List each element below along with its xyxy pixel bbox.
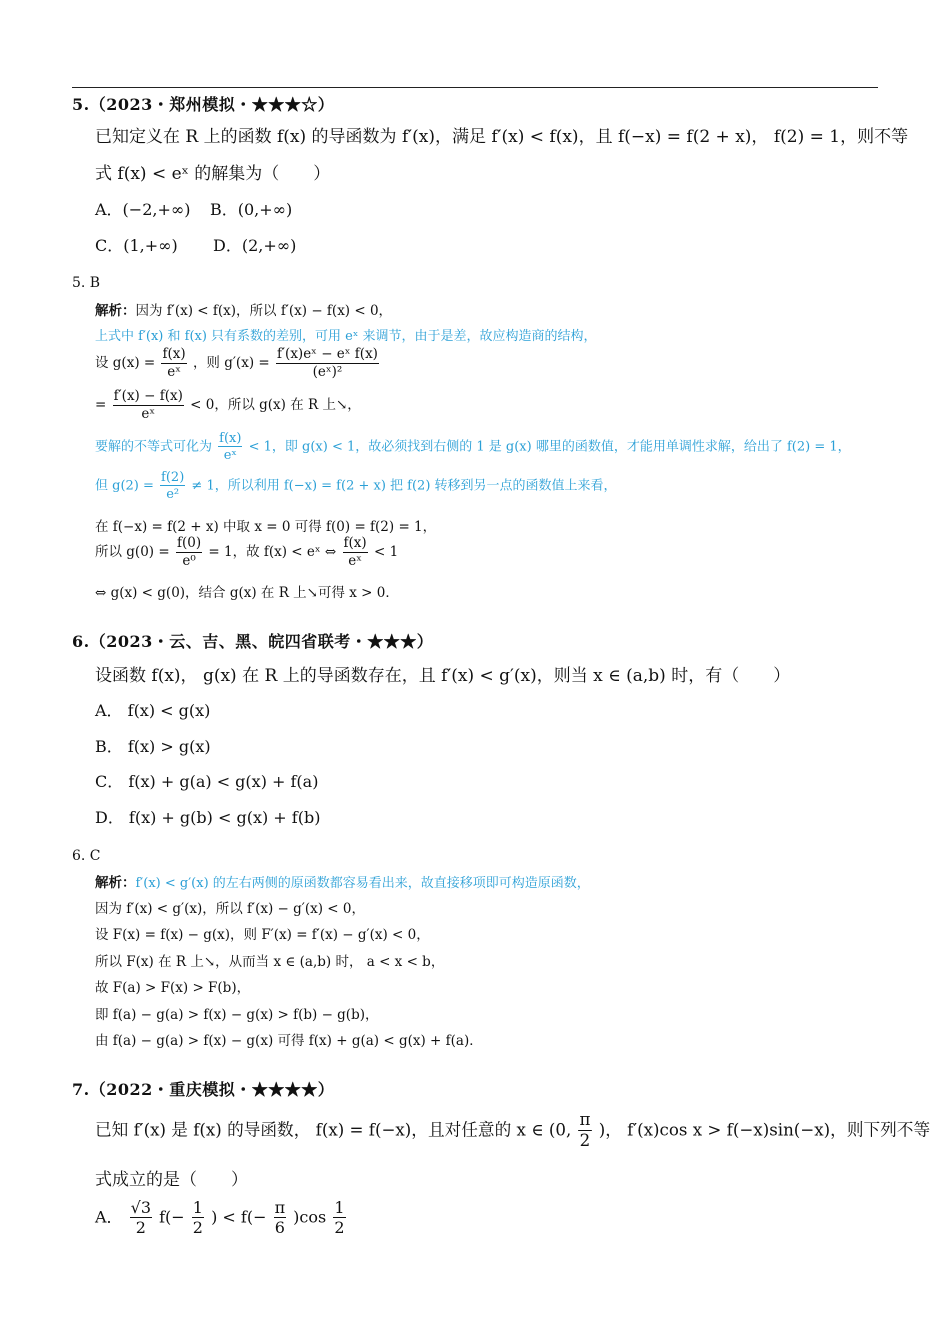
- fraction: $\frac{f'(x) - f(x)}{\text{eˣ}}$: [113, 388, 183, 422]
- answer-5-hint-3: 但 g(2) = $\frac{f(2)}{\text{e²}}$ ≠ 1，所以利用 f(−x) = f(2 + x) 把 f(2) 转移到另一点的函数值上来看，: [95, 470, 617, 502]
- fraction: $\frac{1}{2}$: [334, 1198, 345, 1237]
- question-6-option-a: A． f(x) < g(x): [95, 701, 211, 720]
- answer-5-line-3: 设 g(x) = $\frac{f(x)}{\text{eˣ}}$ ，则 g′(x) = $\frac{\text{f′(x)eˣ − eˣ f(x)}}{\text{(eˣ)²}}$: [95, 346, 378, 380]
- question-5-option-a: A．(−2,+∞): [95, 200, 191, 219]
- question-5-option-d: D．(2,+∞): [213, 236, 297, 255]
- fraction: $\frac{\pi}{6}$: [274, 1198, 286, 1237]
- answer-6-line-4: 所以 F(x) 在 R 上↘，从而当 x ∈ (a,b) 时， a < x < b，: [95, 954, 445, 970]
- question-6-option-d: D． f(x) + g(b) < g(x) + f(b): [95, 808, 321, 827]
- question-5-heading: 5.（2023・郑州模拟・★★★☆）: [72, 95, 335, 114]
- answer-6-line-7: 由 f(a) − g(a) > f(x) − g(x) 可得 f(x) + g(a) < g(x) + f(a)．: [95, 1033, 483, 1049]
- answer-5-line-8: 所以 g(0) = $\frac{f(0)}{\text{e⁰}}$ = 1，故 f(x) < eˣ ⇔ $\frac{f(x)}{\text{eˣ}}$ < 1: [95, 535, 399, 569]
- analysis-label: 解析：: [95, 303, 136, 319]
- answer-5-line-9: ⇔ g(x) < g(0)，结合 g(x) 在 R 上↘可得 x > 0．: [95, 585, 399, 601]
- fraction: $\frac{1}{2}$: [192, 1198, 203, 1237]
- question-6-option-b: B． f(x) > g(x): [95, 737, 211, 756]
- answer-5-hint-1: 上式中 f′(x) 和 f(x) 只有系数的差别，可用 eˣ 来调节，由于是差，故应构造商的结构，: [95, 329, 597, 344]
- question-6-option-c: C． f(x) + g(a) < g(x) + f(a): [95, 772, 319, 791]
- fraction: $\frac{f(x)}{\text{eˣ}}$: [343, 535, 367, 569]
- answer-6-line-6: 即 f(a) − g(a) > f(x) − g(x) > f(b) − g(b)，: [95, 1007, 379, 1023]
- fraction: $\frac{f(x)}{\text{eˣ}}$: [162, 346, 186, 380]
- question-7-text-line-2: 式成立的是（ ）: [95, 1170, 248, 1190]
- fraction: $\frac{√3}{2}$: [130, 1198, 152, 1237]
- answer-5-hint-2: 要解的不等式可化为 $\frac{f(x)}{\text{eˣ}}$ < 1，即 g(x) < 1，故必须找到右侧的 1 是 g(x) 哪里的函数值，才能用单调性求解，给出了 f(2) = 1，: [95, 431, 851, 463]
- fraction: $\frac{f(0)}{\text{e⁰}}$: [176, 535, 202, 569]
- analysis-label: 解析：: [95, 875, 136, 891]
- answer-5-label: 5. B: [72, 275, 101, 291]
- question-6-text: 设函数 f(x)， g(x) 在 R 上的导函数存在，且 f′(x) < g′(x)，则当 x ∈ (a,b) 时，有（ ）: [95, 666, 791, 686]
- header-rule: [72, 87, 878, 88]
- question-5-text-line-1: 已知定义在 R 上的函数 f(x) 的导函数为 f′(x)，满足 f′(x) < f(x)，且 f(−x) = f(2 + x)， f(2) = 1，则不等: [95, 127, 909, 147]
- answer-6-line-2: 因为 f′(x) < g′(x)，所以 f′(x) − g′(x) < 0，: [95, 901, 365, 917]
- answer-6-line-5: 故 F(a) > F(x) > F(b)，: [95, 980, 251, 996]
- fraction: $\frac{\text{f′(x)eˣ − eˣ f(x)}}{\text{(eˣ)²}}$: [276, 346, 378, 380]
- answer-6-label: 6. C: [72, 848, 101, 864]
- question-7-text-line-1: 已知 f′(x) 是 f(x) 的导函数， f(x) = f(−x)，且对任意的 x ∈ (0, $\frac{\pi}{2}$ )， f′(x)cos x > f(−x)sin(−x)，则下列不等: [95, 1110, 931, 1151]
- question-7-option-a: A． $\frac{√3}{2}$ f(− $\frac{1}{2}$ ) < f(− $\frac{\pi}{6}$ )cos $\frac{1}{2}$: [95, 1198, 345, 1237]
- question-6-heading: 6.（2023・云、吉、黑、皖四省联考・★★★）: [72, 632, 434, 651]
- answer-5-line-1: 解析：因为 f′(x) < f(x)，所以 f′(x) − f(x) < 0，: [95, 303, 393, 319]
- fraction: $\frac{f(2)}{\text{e²}}$: [161, 470, 185, 502]
- fraction: $\frac{\pi}{2}$: [579, 1110, 591, 1151]
- answer-6-line-3: 设 F(x) = f(x) − g(x)，则 F′(x) = f′(x) − g′(x) < 0，: [95, 927, 430, 943]
- question-5-text-line-2: 式 f(x) < eˣ 的解集为（ ）: [95, 164, 331, 184]
- answer-5-line-4: = $\frac{f'(x) - f(x)}{\text{eˣ}}$ < 0，所以 g(x) 在 R 上↘，: [95, 388, 361, 422]
- question-7-heading: 7.（2022・重庆模拟・★★★★）: [72, 1080, 335, 1099]
- question-5-option-c: C．(1,+∞): [95, 236, 178, 255]
- question-5-option-b: B．(0,+∞): [210, 200, 293, 219]
- fraction: $\frac{f(x)}{\text{eˣ}}$: [219, 431, 242, 463]
- answer-6-line-1: 解析：f′(x) < g′(x) 的左右两侧的原函数都容易看出来，故直接移项即可构造原函数，: [95, 875, 590, 891]
- answer-5-line-7: 在 f(−x) = f(2 + x) 中取 x = 0 可得 f(0) = f(2) = 1，: [95, 519, 437, 535]
